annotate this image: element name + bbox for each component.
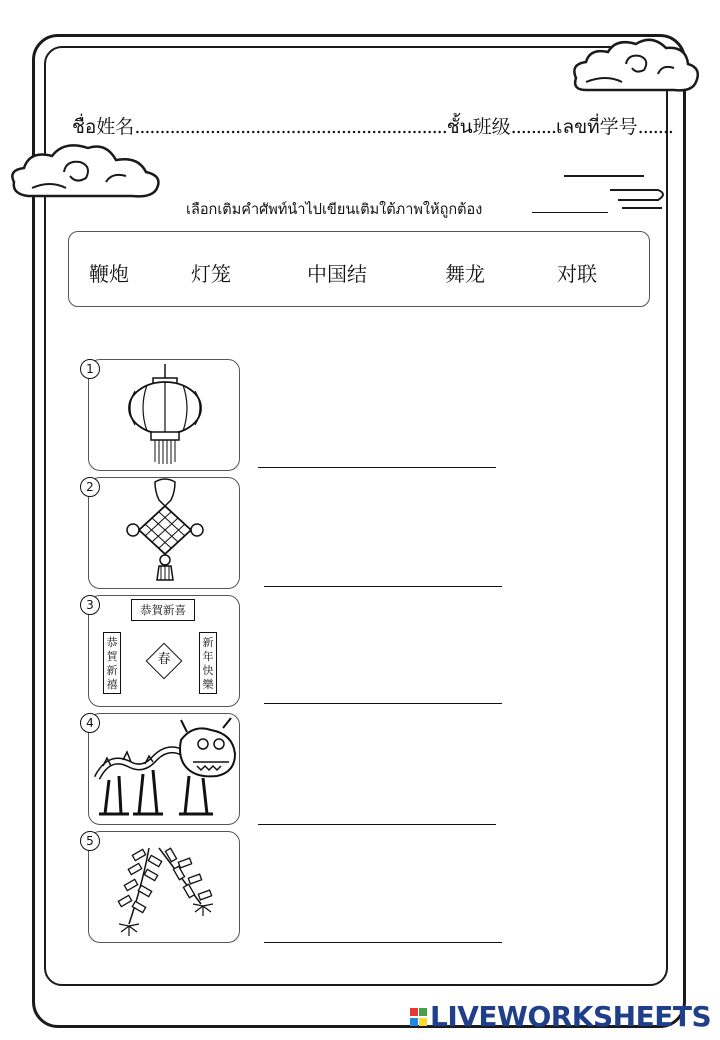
word-bank <box>68 231 650 307</box>
answer-line-3[interactable] <box>264 703 502 704</box>
item-number-3: 3 <box>80 595 100 615</box>
item-number-5: 5 <box>80 831 100 851</box>
word-duilian[interactable]: 对联 <box>557 262 597 286</box>
item-number-4: 4 <box>80 713 100 733</box>
chinese-knot-icon <box>89 478 241 590</box>
lantern-icon <box>89 360 241 472</box>
number-label: เลขที่学号 <box>556 116 638 138</box>
picture-card-1 <box>88 359 240 471</box>
cloud-top-right-icon <box>566 34 706 104</box>
answer-line-5[interactable] <box>264 942 502 943</box>
instruction-rule <box>532 212 608 213</box>
dragon-dance-icon <box>89 714 241 826</box>
couplet-horizontal-scroll: 恭賀新喜 <box>131 599 195 621</box>
class-label: ชั้น班级 <box>446 116 511 138</box>
firecrackers-icon <box>89 832 241 944</box>
answer-line-1[interactable] <box>258 467 496 468</box>
picture-card-2 <box>88 477 240 589</box>
word-bianpao[interactable]: 鞭炮 <box>89 262 129 286</box>
word-wulong[interactable]: 舞龙 <box>445 262 485 286</box>
word-zhongguojie[interactable]: 中国结 <box>307 262 367 286</box>
cloud-left-icon <box>6 140 166 206</box>
answer-line-4[interactable] <box>258 824 496 825</box>
name-field[interactable]: .............................................................. <box>134 116 447 138</box>
picture-card-5 <box>88 831 240 943</box>
instruction-text: เลือกเติมคำศัพท์นำไปเขียนเติมใต้ภาพให้ถูกต้อง <box>186 202 483 218</box>
picture-card-4 <box>88 713 240 825</box>
student-info-line <box>72 112 673 142</box>
spring-character: 春 <box>157 652 171 667</box>
number-field[interactable]: ....... <box>637 116 673 138</box>
class-field[interactable]: ......... <box>510 116 557 138</box>
picture-card-3 <box>88 595 240 707</box>
name-label: ชื่อ姓名 <box>72 116 135 138</box>
word-denglong[interactable]: 灯笼 <box>191 262 231 286</box>
brand-wordmark[interactable]: LIVEWORKSHEETS <box>430 1000 712 1033</box>
couplet-left-scroll: 恭賀新禧 <box>103 632 121 694</box>
item-number-2: 2 <box>80 477 100 497</box>
couplet-right-scroll: 新年快樂 <box>199 632 217 694</box>
item-number-1: 1 <box>80 359 100 379</box>
answer-line-2[interactable] <box>264 586 502 587</box>
